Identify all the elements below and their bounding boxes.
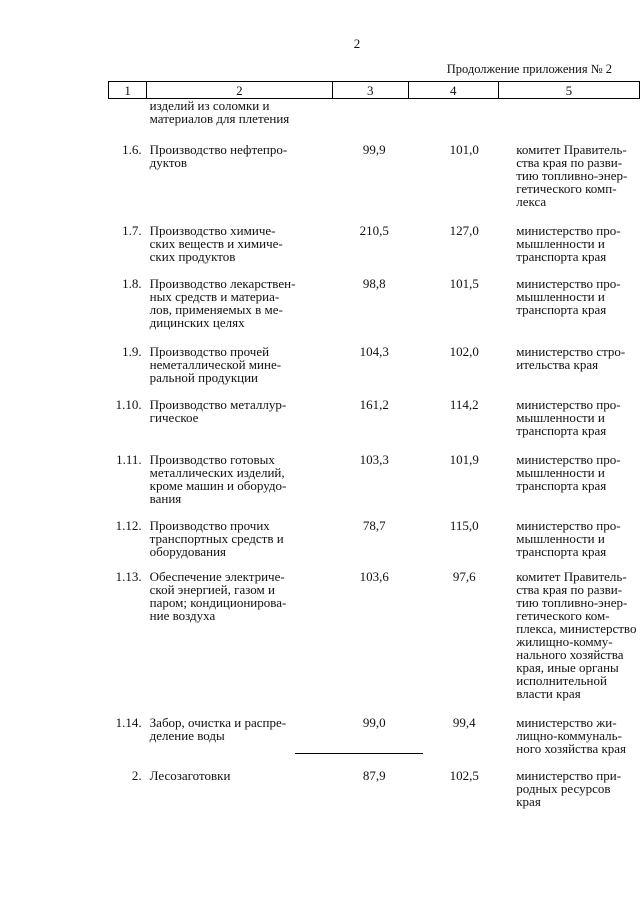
org-line: тию топливно-энер- (516, 168, 628, 183)
org-line: министерство про- (516, 518, 621, 533)
name-line: Производство лекарствен- (149, 276, 296, 291)
org-line: министерство про- (516, 452, 621, 467)
header-cell-5: 5 (498, 82, 639, 99)
org-line: транспорта края (516, 544, 607, 559)
org-line: ного хозяйства края (516, 741, 627, 756)
table-row (109, 143, 640, 224)
org-line: министерство про- (516, 276, 621, 291)
value-col3: 98,8 (362, 276, 386, 291)
row-name (147, 99, 333, 144)
row-number: 1.8. (122, 276, 142, 291)
name-line: Производство металлур- (149, 397, 287, 412)
org-line: мышленности и (516, 531, 605, 546)
name-line: материалов для плетения (149, 111, 290, 126)
row-name (147, 398, 333, 453)
table-row (109, 224, 640, 277)
responsible-body (498, 398, 639, 453)
org-line: гетического комп- (516, 181, 617, 196)
org-line: края (516, 794, 541, 809)
name-line: Производство прочей (149, 344, 270, 359)
name-line: вания (149, 491, 182, 506)
name-line: Производство готовых (149, 452, 275, 467)
value-col3: 99,0 (362, 715, 386, 730)
name-line: паром; кондиционирова- (149, 595, 287, 610)
value-col4: 101,9 (449, 452, 479, 467)
org-line: края, иные органы (516, 660, 619, 675)
value-col4: 97,6 (452, 569, 476, 584)
value-col4: 99,4 (452, 715, 476, 730)
value-col4 (408, 99, 498, 144)
name-line: металлических изделий, (149, 465, 285, 480)
row-number: 1.14. (115, 715, 142, 730)
page-number: 2 (353, 36, 361, 51)
name-line: ние воздуха (149, 608, 216, 623)
org-line: ства края по разви- (516, 155, 623, 170)
table-row (109, 99, 640, 144)
table-row (109, 277, 640, 345)
row-number: 1.6. (122, 142, 142, 157)
table-row (109, 769, 640, 808)
value-col3: 78,7 (362, 518, 386, 533)
name-line: оборудования (149, 544, 227, 559)
org-line: мышленности и (516, 236, 605, 251)
org-line: министерство про- (516, 397, 621, 412)
closing-rule (295, 753, 423, 754)
name-line: Производство прочих (149, 518, 270, 533)
org-line: комитет Правитель- (516, 142, 627, 157)
org-line: мышленности и (516, 410, 605, 425)
table-row (109, 453, 640, 519)
header-cell-1: 1 (109, 82, 147, 99)
table-row (109, 716, 640, 769)
responsible-body (498, 453, 639, 519)
row-number: 1.11. (116, 452, 142, 467)
responsible-body (498, 224, 639, 277)
value-col3: 161,2 (359, 397, 389, 412)
row-name (147, 769, 333, 808)
row-name (147, 453, 333, 519)
appendix-table (108, 81, 640, 808)
value-col3: 103,6 (359, 569, 389, 584)
name-line: Лесозаготовки (149, 768, 231, 783)
responsible-body (498, 769, 639, 808)
org-line: транспорта края (516, 249, 607, 264)
name-line: ских веществ и химиче- (149, 236, 283, 251)
responsible-body (498, 143, 639, 224)
org-line: лекса (516, 194, 547, 209)
name-line: дицинских целях (149, 315, 245, 330)
row-number: 1.12. (115, 518, 142, 533)
name-line: Забор, очистка и распре- (149, 715, 287, 730)
responsible-body (498, 277, 639, 345)
table-row (109, 519, 640, 570)
table-header-row (109, 82, 640, 99)
org-line: министерство жи- (516, 715, 617, 730)
row-number: 2. (131, 768, 142, 783)
org-line: исполнительной (516, 673, 607, 688)
org-line: лищно-коммуналь- (516, 728, 622, 743)
value-col4: 102,5 (449, 768, 479, 783)
row-name (147, 345, 333, 398)
org-line: жилищно-комму- (516, 634, 613, 649)
value-col4: 114,2 (449, 397, 479, 412)
value-col3: 104,3 (359, 344, 389, 359)
org-line: ительства края (516, 357, 599, 372)
row-name (147, 224, 333, 277)
row-number: 1.7. (122, 223, 142, 238)
header-cell-2: 2 (147, 82, 333, 99)
value-col3: 210,5 (359, 223, 389, 238)
header-cell-4: 4 (408, 82, 498, 99)
org-line: мышленности и (516, 289, 605, 304)
org-line: гетического ком- (516, 608, 610, 623)
row-number (109, 99, 147, 144)
responsible-body (498, 99, 639, 144)
org-line: транспорта края (516, 478, 607, 493)
value-col3: 103,3 (359, 452, 389, 467)
org-line: транспорта края (516, 302, 607, 317)
org-line: родных ресурсов (516, 781, 611, 796)
name-line: Обеспечение электриче- (149, 569, 285, 584)
row-number: 1.13. (115, 569, 142, 584)
name-line: ральной продукции (149, 370, 259, 385)
table-row (109, 570, 640, 716)
row-name (147, 277, 333, 345)
name-line: транспортных средств и (149, 531, 284, 546)
org-line: министерство при- (516, 768, 622, 783)
value-col3 (332, 99, 408, 144)
org-line: тию топливно-энер- (516, 595, 628, 610)
responsible-body (498, 345, 639, 398)
value-col4: 127,0 (449, 223, 479, 238)
row-name (147, 519, 333, 570)
name-line: неметаллической мине- (149, 357, 282, 372)
name-line: ных средств и материа- (149, 289, 280, 304)
name-line: Производство нефтепро- (149, 142, 288, 157)
name-line: лов, применяемых в ме- (149, 302, 283, 317)
org-line: плекса, министерство (516, 621, 637, 636)
name-line: деление воды (149, 728, 225, 743)
header-cell-3: 3 (332, 82, 408, 99)
responsible-body (498, 716, 639, 769)
org-line: ства края по разви- (516, 582, 623, 597)
name-line: кроме машин и оборудо- (149, 478, 287, 493)
name-line: Производство химиче- (149, 223, 276, 238)
name-line: ских продуктов (149, 249, 236, 264)
row-number: 1.9. (122, 344, 142, 359)
row-name (147, 570, 333, 716)
responsible-body (498, 519, 639, 570)
name-line: изделий из соломки и (149, 98, 270, 113)
value-col4: 101,5 (449, 276, 479, 291)
value-col4: 101,0 (449, 142, 479, 157)
continuation-caption: Продолжение приложения № 2 (446, 62, 612, 76)
name-line: ской энергией, газом и (149, 582, 275, 597)
value-col4: 115,0 (449, 518, 479, 533)
org-line: министерство про- (516, 223, 621, 238)
name-line: дуктов (149, 155, 188, 170)
org-line: власти края (516, 686, 581, 701)
value-col4: 102,0 (449, 344, 479, 359)
org-line: комитет Правитель- (516, 569, 627, 584)
row-number: 1.10. (115, 397, 142, 412)
value-col3: 87,9 (362, 768, 386, 783)
name-line: гическое (149, 410, 199, 425)
org-line: транспорта края (516, 423, 607, 438)
responsible-body (498, 570, 639, 716)
table-row (109, 398, 640, 453)
row-name (147, 143, 333, 224)
org-line: нального хозяйства (516, 647, 624, 662)
row-name (147, 716, 333, 769)
org-line: министерство стро- (516, 344, 626, 359)
table-row (109, 345, 640, 398)
value-col3: 99,9 (362, 142, 386, 157)
org-line: мышленности и (516, 465, 605, 480)
